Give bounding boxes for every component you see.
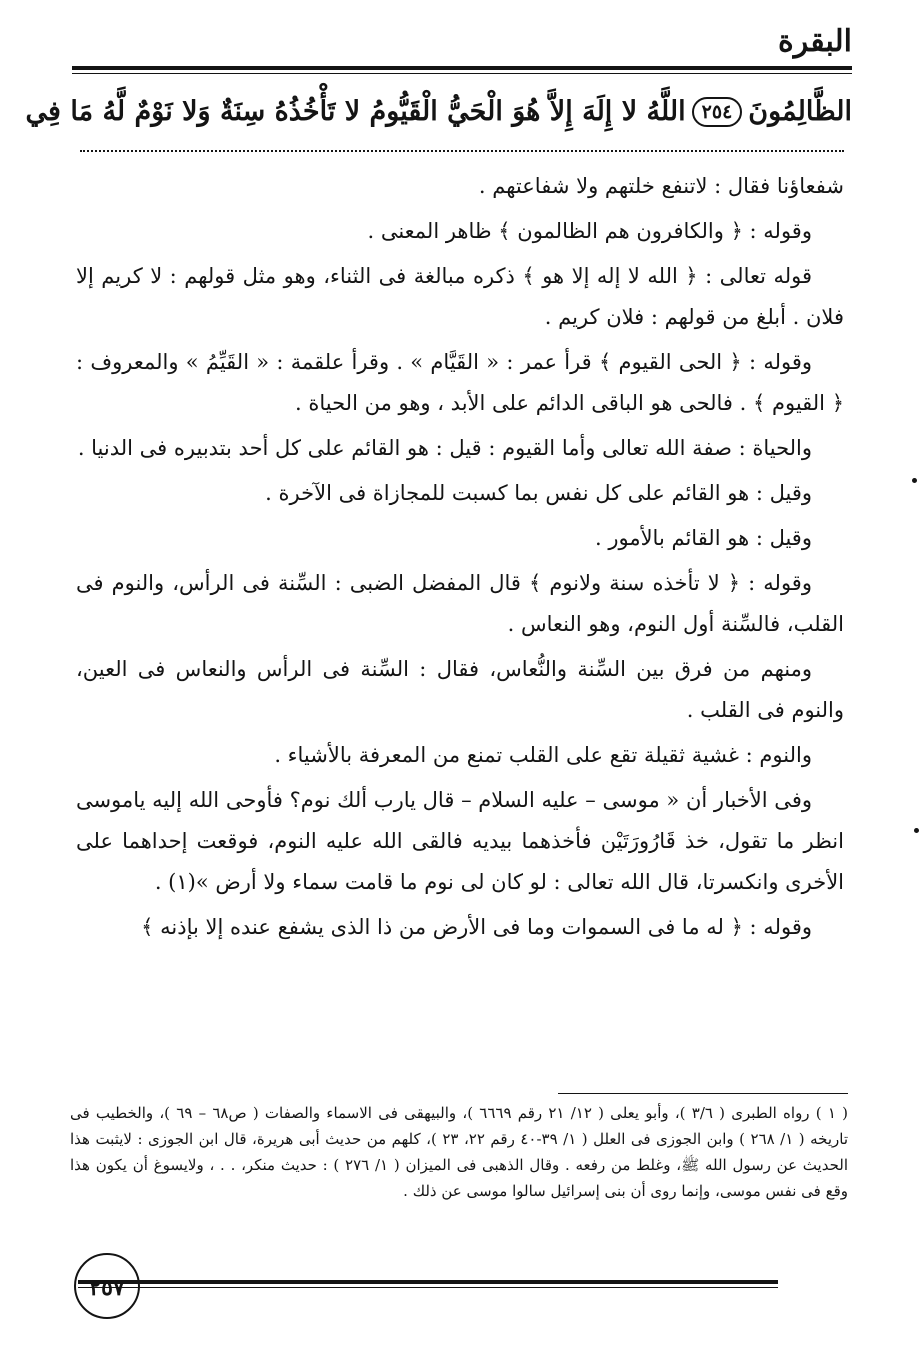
paragraph: وقوله : ﴿ والكافرون هم الظالمون ﴾ ظاهر المعنى .	[367, 219, 812, 243]
paragraph: وفى الأخبار أن « موسى – عليه السلام – قال يارب ألك نوم؟ فأوحى الله إليه ياموسى انظر ما تقول، خذ قَارُورَتَيْن فأخذهما بيديه فالقى الله عليه النوم، فوقعت إحداهما على الأخرى وانكسرتا، قال الله تعالى : لو كان لى نوم ما قامت سماء ولا أرض »(١) .	[76, 788, 844, 894]
paragraph: وقيل : هو القائم بالأمور .	[594, 526, 812, 550]
paragraph: وقوله : ﴿ له ما فى السموات وما فى الأرض من ذا الذى يشفع عنده إلا بإذنه ﴾	[141, 915, 812, 939]
paragraph: وقوله : ﴿ الحى القيوم ﴾ قرأ عمر : « القَيَّام » . وقرأ علقمة : « القَيِّمُ » والمعروف : ﴿ القيوم ﴾ . فالحى هو الباقى الدائم على الأبد ، وهو من الحياة .	[76, 350, 844, 415]
footnotes	[70, 1100, 848, 1204]
paragraph: قوله تعالى : ﴿ الله لا إله إلا هو ﴾ ذكره مبالغة فى الثناء، وهو مثل قولهم : لا كريم إلا فلان . أبلغ من قولهم : فلان كريم .	[76, 264, 844, 329]
footnote-separator	[558, 1093, 848, 1094]
verse-segment-after: اللَّهُ لا إِلَهَ إِلاَّ هُوَ الْحَيُّ الْقَيُّومُ لا تَأْخُذُهُ سِنَةٌ وَلا نَوْمٌ لَّهُ مَا فِي	[25, 96, 686, 127]
footer-rule	[78, 1280, 778, 1284]
header-rule-thin	[72, 73, 852, 74]
page-number: ٢٥٧	[74, 1253, 140, 1319]
margin-speck	[912, 478, 917, 483]
ayah-number-marker: ٢٥٤	[692, 97, 743, 127]
paragraph: وقوله : ﴿ لا تأخذه سنة ولانوم ﴾ قال المفضل الضبى : السِّنة فى الرأس، والنوم فى القلب، فالسِّنة أول النوم، وهو النعاس .	[76, 571, 844, 636]
commentary-text	[76, 166, 844, 952]
margin-speck	[914, 828, 919, 833]
verse-segment-before: الظَّالِمُونَ	[748, 96, 852, 127]
paragraph: وقيل : هو القائم على كل نفس بما كسبت للمجازاة فى الآخرة .	[265, 481, 812, 505]
paragraph: شفعاؤنا فقال : لاتنفع خلتهم ولا شفاعتهم .	[478, 174, 844, 198]
verse-divider	[80, 150, 844, 152]
footer-rule-thin	[78, 1287, 778, 1288]
surah-title: البقرة	[778, 24, 852, 59]
footnote: ( ١ ) رواه الطبرى ( ٣/٦ )، وأبو يعلى ( ١٢/ ٢١ رقم ٦٦٦٩ )، والبيهقى فى الاسماء والصفات ( ص٦٨ – ٦٩ )، والخطيب فى تاريخه ( ١/ ٢٦٨ ) وابن الجوزى فى العلل ( ١/ ٣٩-٤٠ رقم ٢٢، ٢٣ )، كلهم من حديث أبى هريرة، قال ابن الجوزى : لايثبت هذا الحديث عن رسول الله ﷺ، وغلط من رفعه . وقال الذهبى فى الميزان ( ١/ ٢٧٦ ) : حديث منكر، . . ، ولايسوغ أن يكون هذا وقع فى نفس موسى، وإنما روى أن بنى إسرائيل سالوا موسى عن ذلك .	[70, 1104, 849, 1200]
paragraph: ومنهم من فرق بين السِّنة والنُّعاس، فقال : السِّنة فى الرأس والنعاس فى العين، والنوم فى القلب .	[76, 657, 844, 722]
header-rule	[72, 66, 852, 70]
quran-verse-line	[25, 82, 852, 142]
paragraph: والنوم : غشية ثقيلة تقع على القلب تمنع من المعرفة بالأشياء .	[274, 743, 812, 767]
paragraph: والحياة : صفة الله تعالى وأما القيوم : قيل : هو القائم على كل أحد بتدبيره فى الدنيا .	[77, 436, 812, 460]
